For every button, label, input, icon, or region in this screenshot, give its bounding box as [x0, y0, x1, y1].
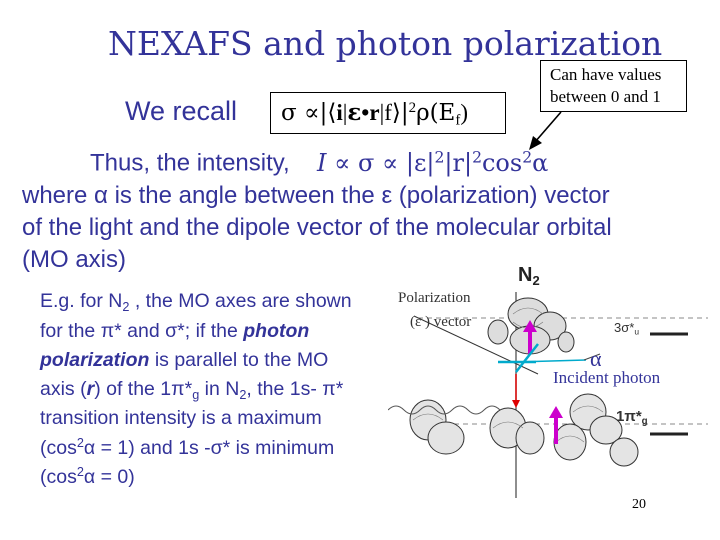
orbital-figure	[388, 262, 720, 498]
eg-line-4: axis (r) of the $1\pi*_g$ in $N_2$, the 1s- π*	[40, 378, 344, 402]
sigma-orbital-label: $3\sigma*_u$	[614, 320, 640, 337]
eg-line-5: transition intensity is a maximum	[40, 407, 322, 429]
callout-box	[540, 60, 687, 112]
eg-line-6: $(\cos^2\alpha = 1)$ and 1s -σ* is minimum	[40, 436, 335, 459]
incident-photon-label: Incident photon	[553, 368, 661, 387]
polarization-label-1: Polarization	[398, 290, 471, 306]
thus-line: Thus, the intensity, $I \propto \sigma \propto |\varepsilon|^2|r|^2\cos^2\alpha$	[90, 148, 549, 177]
where-line-2: of the light and the dipole vector of the molecular orbital	[22, 214, 612, 241]
eg-line-7: $(\cos^2\alpha = 0)$	[40, 465, 135, 488]
callout-line-2: between 0 and 1	[550, 87, 661, 106]
page-number: 20	[632, 497, 646, 512]
where-line-3: (MO axis)	[22, 246, 126, 273]
alpha-label: α	[590, 346, 602, 371]
eg-line-1: E.g. for $N_2$ , the MO axes are shown	[40, 290, 352, 314]
polarization-label-2: (ε ) vector	[410, 314, 472, 330]
pi-orbital-label: $1\pi*_g$	[616, 408, 648, 427]
cross-section-formula: $\sigma \propto|⟨i|\varepsilon•r|f⟩|^2\rho(E_f)$	[270, 92, 506, 134]
recall-label: We recall	[125, 96, 238, 126]
where-line-1: where α is the angle between the ε (polarization) vector	[22, 182, 610, 209]
callout-line-1: Can have values	[550, 65, 662, 84]
eg-line-3: polarization is parallel to the MO	[40, 349, 329, 371]
molecule-label: $N_2$	[518, 264, 540, 288]
eg-line-2: for the π* and σ*; if the photon	[40, 320, 310, 342]
callout-arrow	[525, 108, 565, 153]
slide-title: NEXAFS and photon polarization	[108, 24, 663, 63]
